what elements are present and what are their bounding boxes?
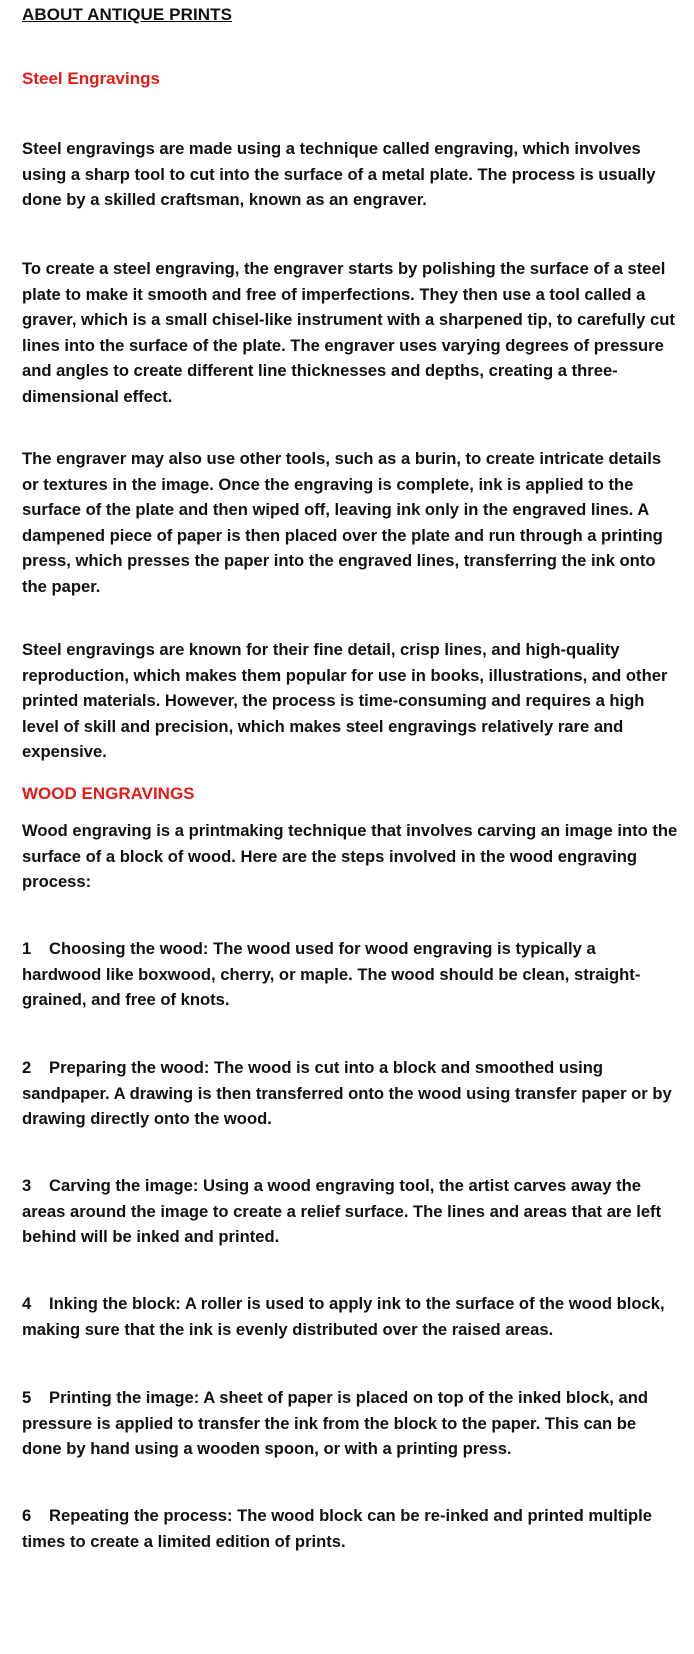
step-number: 5 bbox=[22, 1388, 32, 1407]
step-number: 6 bbox=[22, 1506, 32, 1525]
steel-paragraph-1: Steel engravings are made using a technique called engraving, which involves using a sharp tool to cut into the surface of a metal plate. The process is usually done by a skilled craftsman, known as an engraver. bbox=[22, 139, 656, 210]
step-number: 1 bbox=[22, 939, 32, 958]
step-number: 4 bbox=[22, 1294, 32, 1313]
steel-engravings-heading: Steel Engravings bbox=[22, 69, 160, 88]
steel-paragraph-4: Steel engravings are known for their fine detail, crisp lines, and high-quality reproduction, which makes them popular for use in books, illustrations, and other printed materials. However, the process is time-consuming and requires a high level of skill and precision, which makes steel engravings relatively rare and expensive. bbox=[22, 640, 668, 762]
steel-paragraph-2: To create a steel engraving, the engraver starts by polishing the surface of a steel plate to make it smooth and free of imperfections. They then use a tool called a graver, which is a small chisel-like instrument with a sharpened tip, to carefully cut lines into the surface of the plate. The engraver uses varying degrees of pressure and angles to create different line thicknesses and depths, creating a three-dimensional effect. bbox=[22, 259, 675, 406]
step-text: Carving the image: Using a wood engraving tool, the artist carves away the areas around the image to create a relief surface. The lines and areas that are left behind will be inked and printed. bbox=[22, 1176, 662, 1247]
step-text: Preparing the wood: The wood is cut into a block and smoothed using sandpaper. A drawing is then transferred onto the wood using transfer paper or by drawing directly onto the wood. bbox=[22, 1058, 672, 1129]
step-number: 2 bbox=[22, 1058, 32, 1077]
wood-intro-paragraph: Wood engraving is a printmaking technique that involves carving an image into the surface of a block of wood. Here are the steps involved in the wood engraving process: bbox=[22, 821, 678, 892]
step-text: Choosing the wood: The wood used for wood engraving is typically a hardwood like boxwood, cherry, or maple. The wood should be clean, straight-grained, and free of knots. bbox=[22, 939, 641, 1010]
step-text: Repeating the process: The wood block can be re-inked and printed multiple times to create a limited edition of prints. bbox=[22, 1506, 652, 1551]
wood-step-2 bbox=[22, 1055, 678, 1132]
step-number: 3 bbox=[22, 1176, 32, 1195]
steel-paragraph-3: The engraver may also use other tools, such as a burin, to create intricate details or textures in the image. Once the engraving is complete, ink is applied to the surface of the plate and then wiped off, leaving ink only in the engraved lines. A dampened piece of paper is then placed over the plate and run through a printing press, which presses the paper into the engraved lines, transferring the ink onto the paper. bbox=[22, 449, 663, 596]
wood-step-5 bbox=[22, 1385, 678, 1462]
wood-step-6 bbox=[22, 1503, 678, 1554]
wood-step-3 bbox=[22, 1173, 678, 1250]
step-text: Inking the block: A roller is used to apply ink to the surface of the wood block, making sure that the ink is evenly distributed over the raised areas. bbox=[22, 1294, 665, 1339]
wood-step-4 bbox=[22, 1291, 678, 1342]
page-title: ABOUT ANTIQUE PRINTS bbox=[22, 5, 233, 24]
step-text: Printing the image: A sheet of paper is placed on top of the inked block, and pressure is applied to transfer the ink from the block to the paper. This can be done by hand using a wooden spoon, or with a printing press. bbox=[22, 1388, 648, 1459]
wood-step-1 bbox=[22, 936, 678, 1013]
wood-engravings-heading: WOOD ENGRAVINGS bbox=[22, 784, 195, 803]
